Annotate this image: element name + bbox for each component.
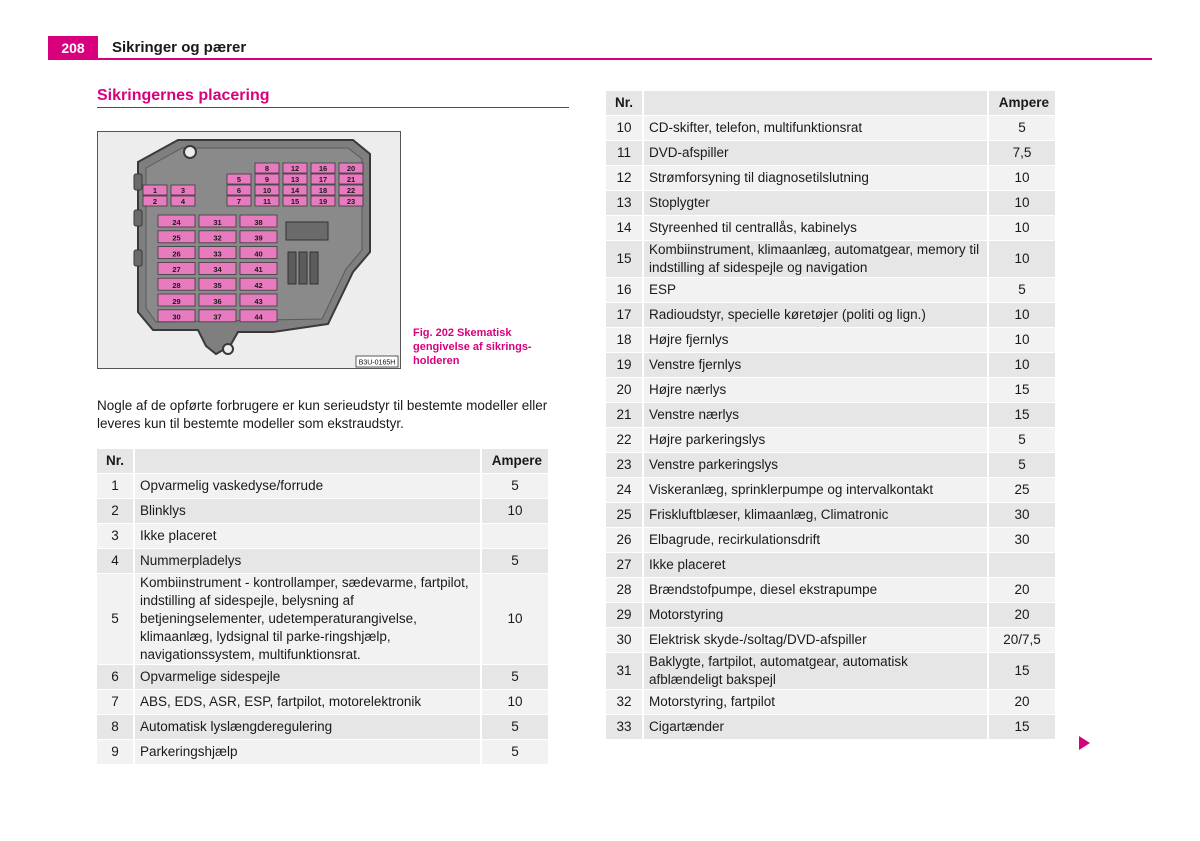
fuse-label: 14: [290, 185, 300, 195]
row-ampere: 10: [989, 241, 1055, 277]
row-ampere: 10: [989, 191, 1055, 215]
section-rule: [97, 107, 569, 108]
row-ampere: 5: [482, 549, 548, 573]
row-description: Strømforsyning til diagnosetilslutning: [644, 166, 989, 190]
fuse-label: 32: [213, 233, 222, 243]
table-header-row: [606, 91, 1055, 115]
col-header-ampere: Ampere: [482, 449, 548, 473]
fuse-label: 26: [172, 249, 181, 259]
fuse-label: 25: [172, 233, 181, 243]
row-ampere: 10: [989, 303, 1055, 327]
row-description: Baklygte, fartpilot, automatgear, automatisk afblændeligt bakspejl: [644, 653, 989, 689]
table-row: [606, 553, 1055, 577]
table-row: [606, 578, 1055, 602]
table-row: [606, 141, 1055, 165]
table-row: [97, 499, 548, 523]
row-description: Elektrisk skyde-/soltag/DVD-afspiller: [644, 628, 989, 652]
fuse-label: 2: [152, 196, 158, 206]
fuse-label: 4: [180, 196, 186, 206]
row-ampere: 5: [482, 665, 548, 689]
fuse-label: 28: [172, 281, 181, 290]
col-header-description: [644, 91, 989, 115]
relay-slot: [288, 252, 296, 284]
fuse-label: 41: [254, 265, 263, 275]
fuse-label: 43: [254, 296, 263, 306]
row-description: Radioudstyr, specielle køretøjer (politi og lign.): [644, 303, 989, 327]
fuse-label: 9: [264, 174, 270, 184]
table-row: [606, 528, 1055, 552]
fuse-label: 3: [180, 185, 186, 195]
table-row: [97, 715, 548, 739]
row-description: Motorstyring, fartpilot: [644, 690, 989, 714]
row-ampere: 5: [989, 428, 1055, 452]
fuse-label: 37: [213, 312, 222, 322]
row-description: Venstre parkeringslys: [644, 453, 989, 477]
row-ampere: 15: [989, 378, 1055, 402]
table-row: [606, 303, 1055, 327]
row-nr: 23: [606, 453, 644, 477]
table-row: [97, 524, 548, 548]
row-description: Automatisk lyslængderegulering: [135, 715, 482, 739]
row-ampere: 5: [989, 116, 1055, 140]
row-description: CD-skifter, telefon, multifunktionsrat: [644, 116, 989, 140]
row-nr: 27: [606, 553, 644, 577]
fuse-label: 29: [172, 296, 181, 306]
row-description: Højre fjernlys: [644, 328, 989, 352]
table-row: [606, 478, 1055, 502]
table-row: [606, 403, 1055, 427]
fuse-label: 44: [254, 312, 263, 322]
row-nr: 31: [606, 653, 644, 689]
table-row: [606, 241, 1055, 277]
row-ampere: 5: [482, 740, 548, 764]
row-ampere: [989, 553, 1055, 577]
row-description: Brændstofpumpe, diesel ekstrapumpe: [644, 578, 989, 602]
fuse-label: 17: [318, 174, 328, 184]
row-ampere: 5: [989, 453, 1055, 477]
row-nr: 13: [606, 191, 644, 215]
table-row: [606, 428, 1055, 452]
fuse-label: 34: [213, 265, 222, 275]
row-nr: 28: [606, 578, 644, 602]
row-description: Højre nærlys: [644, 378, 989, 402]
row-ampere: 15: [989, 653, 1055, 689]
figure-caption: Fig. 202 Skematisk gengivelse af sikrings-holderen: [413, 327, 532, 367]
table-row: [606, 653, 1055, 689]
fuse-label: 6: [236, 185, 242, 195]
row-ampere: 15: [989, 715, 1055, 739]
row-ampere: 10: [989, 328, 1055, 352]
row-nr: 15: [606, 241, 644, 277]
row-description: ESP: [644, 278, 989, 302]
fuse-label: 18: [318, 185, 328, 195]
table-row: [97, 549, 548, 573]
row-nr: 8: [97, 715, 135, 739]
fuse-label: 30: [172, 312, 181, 322]
row-nr: 21: [606, 403, 644, 427]
row-nr: 33: [606, 715, 644, 739]
row-nr: 20: [606, 378, 644, 402]
table-row: [97, 474, 548, 498]
fuse-label: 42: [254, 281, 263, 290]
fuse-label: 36: [213, 296, 222, 306]
fuse-label: 12: [290, 163, 300, 173]
row-ampere: 20: [989, 578, 1055, 602]
row-nr: 17: [606, 303, 644, 327]
col-header-nr: Nr.: [97, 449, 135, 473]
row-nr: 16: [606, 278, 644, 302]
row-nr: 32: [606, 690, 644, 714]
relay-slot: [299, 252, 307, 284]
row-ampere: 30: [989, 528, 1055, 552]
fuse-box-diagram: [98, 132, 400, 368]
row-description: Cigartænder: [644, 715, 989, 739]
row-ampere: 10: [482, 690, 548, 714]
left-clip: [134, 210, 142, 226]
fuse-label: 40: [254, 249, 263, 259]
row-description: Friskluftblæser, klimaanlæg, Climatronic: [644, 503, 989, 527]
row-ampere: 15: [989, 403, 1055, 427]
row-description: Ikke placeret: [644, 553, 989, 577]
table-row: [606, 715, 1055, 739]
fuse-label: 5: [236, 174, 242, 184]
table-row: [606, 628, 1055, 652]
row-ampere: 10: [482, 499, 548, 523]
header-rule: [98, 58, 1152, 60]
fuse-label: 8: [264, 163, 270, 173]
row-nr: 5: [97, 574, 135, 664]
row-ampere: [482, 524, 548, 548]
row-ampere: 7,5: [989, 141, 1055, 165]
part-code: B3U-0165H: [358, 359, 396, 367]
row-nr: 6: [97, 665, 135, 689]
table-row: [606, 603, 1055, 627]
fuse-label: 10: [262, 185, 272, 195]
row-ampere: 5: [989, 278, 1055, 302]
relay-block: [286, 222, 328, 240]
mount-hole-bottom: [223, 344, 233, 354]
col-header-description: [135, 449, 482, 473]
table-row: [606, 378, 1055, 402]
table-row: [606, 690, 1055, 714]
fuse-label: 21: [346, 174, 356, 184]
row-nr: 30: [606, 628, 644, 652]
fuse-box-figure: [97, 131, 401, 369]
table-row: [606, 116, 1055, 140]
row-description: Stoplygter: [644, 191, 989, 215]
table-row: [606, 166, 1055, 190]
row-nr: 10: [606, 116, 644, 140]
row-description: Højre parkeringslys: [644, 428, 989, 452]
row-description: ABS, EDS, ASR, ESP, fartpilot, motorelektronik: [135, 690, 482, 714]
row-ampere: 10: [989, 216, 1055, 240]
row-ampere: 5: [482, 715, 548, 739]
fuse-label: 1: [152, 185, 158, 195]
row-description: Opvarmelig vaskedyse/forrude: [135, 474, 482, 498]
row-description: Kombiinstrument, klimaanlæg, automatgear, memory til indstilling af sidespejle og navigation: [644, 241, 989, 277]
row-nr: 18: [606, 328, 644, 352]
fuse-label: 27: [172, 265, 181, 275]
row-ampere: 20: [989, 690, 1055, 714]
table-row: [97, 665, 548, 689]
row-nr: 26: [606, 528, 644, 552]
row-description: Viskeranlæg, sprinklerpumpe og intervalkontakt: [644, 478, 989, 502]
table-row: [606, 328, 1055, 352]
fuse-label: 19: [318, 196, 328, 206]
row-description: Opvarmelige sidespejle: [135, 665, 482, 689]
fuse-label: 24: [172, 217, 181, 227]
table-row: [606, 453, 1055, 477]
row-description: Kombiinstrument - kontrollamper, sædevarme, fartpilot, indstilling af sidespejle, belysning af betjeningselementer, udetemperaturangivelse, klimaanlæg, lydsignal til parke-ringshjælp, navigationssystem, multifunktionsrat.: [135, 574, 482, 664]
row-description: Motorstyring: [644, 603, 989, 627]
table-row: [606, 278, 1055, 302]
fuse-label: 16: [318, 163, 328, 173]
row-nr: 22: [606, 428, 644, 452]
fuse-label: 22: [346, 185, 356, 195]
table-row: [97, 574, 548, 664]
row-nr: 24: [606, 478, 644, 502]
fuse-table-right: [606, 90, 1055, 740]
table-row: [606, 191, 1055, 215]
row-nr: 14: [606, 216, 644, 240]
left-clip: [134, 250, 142, 266]
table-row: [606, 353, 1055, 377]
row-description: Blinklys: [135, 499, 482, 523]
table-row: [97, 740, 548, 764]
row-description: Ikke placeret: [135, 524, 482, 548]
row-nr: 9: [97, 740, 135, 764]
col-header-nr: Nr.: [606, 91, 644, 115]
page-number: 208: [48, 36, 98, 60]
row-description: Nummerpladelys: [135, 549, 482, 573]
row-nr: 7: [97, 690, 135, 714]
row-nr: 2: [97, 499, 135, 523]
section-title: Sikringernes placering: [97, 87, 270, 104]
row-ampere: 10: [482, 574, 548, 664]
row-ampere: 20: [989, 603, 1055, 627]
row-nr: 25: [606, 503, 644, 527]
table-row: [606, 503, 1055, 527]
fuse-label: 39: [254, 233, 263, 243]
fuse-label: 15: [290, 196, 300, 206]
row-nr: 12: [606, 166, 644, 190]
left-clip: [134, 174, 142, 190]
row-nr: 11: [606, 141, 644, 165]
row-ampere: 30: [989, 503, 1055, 527]
fuse-table-left: [97, 448, 548, 765]
row-ampere: 20/7,5: [989, 628, 1055, 652]
fuse-label: 31: [213, 217, 222, 227]
intro-note: Nogle af de opførte forbrugere er kun serieudstyr til bestemte modeller eller leveres kun til bestemte modeller som ekstraudstyr.: [97, 398, 548, 431]
mount-hole-top: [184, 146, 196, 158]
row-ampere: 25: [989, 478, 1055, 502]
row-nr: 1: [97, 474, 135, 498]
col-header-ampere: Ampere: [989, 91, 1055, 115]
chapter-title: Sikringer og pærer: [112, 39, 247, 56]
row-description: Elbagrude, recirkulationsdrift: [644, 528, 989, 552]
relay-slot: [310, 252, 318, 284]
table-row: [97, 690, 548, 714]
fuse-label: 13: [290, 174, 300, 184]
row-nr: 4: [97, 549, 135, 573]
fuse-label: 33: [213, 249, 222, 259]
row-ampere: 10: [989, 166, 1055, 190]
row-description: Styreenhed til centrallås, kabinelys: [644, 216, 989, 240]
table-header-row: [97, 449, 548, 473]
row-nr: 3: [97, 524, 135, 548]
row-description: DVD-afspiller: [644, 141, 989, 165]
triangle-right-icon[interactable]: [1079, 736, 1090, 750]
row-ampere: 10: [989, 353, 1055, 377]
row-description: Parkeringshjælp: [135, 740, 482, 764]
table-row: [606, 216, 1055, 240]
fuse-label: 38: [254, 217, 263, 227]
fuse-label: 35: [213, 281, 222, 290]
fuse-label: 23: [346, 196, 356, 206]
fuse-label: 20: [346, 163, 356, 173]
fuse-label: 11: [263, 196, 271, 206]
row-nr: 19: [606, 353, 644, 377]
row-nr: 29: [606, 603, 644, 627]
fuse-label: 7: [236, 196, 242, 206]
row-description: Venstre fjernlys: [644, 353, 989, 377]
row-description: Venstre nærlys: [644, 403, 989, 427]
row-ampere: 5: [482, 474, 548, 498]
